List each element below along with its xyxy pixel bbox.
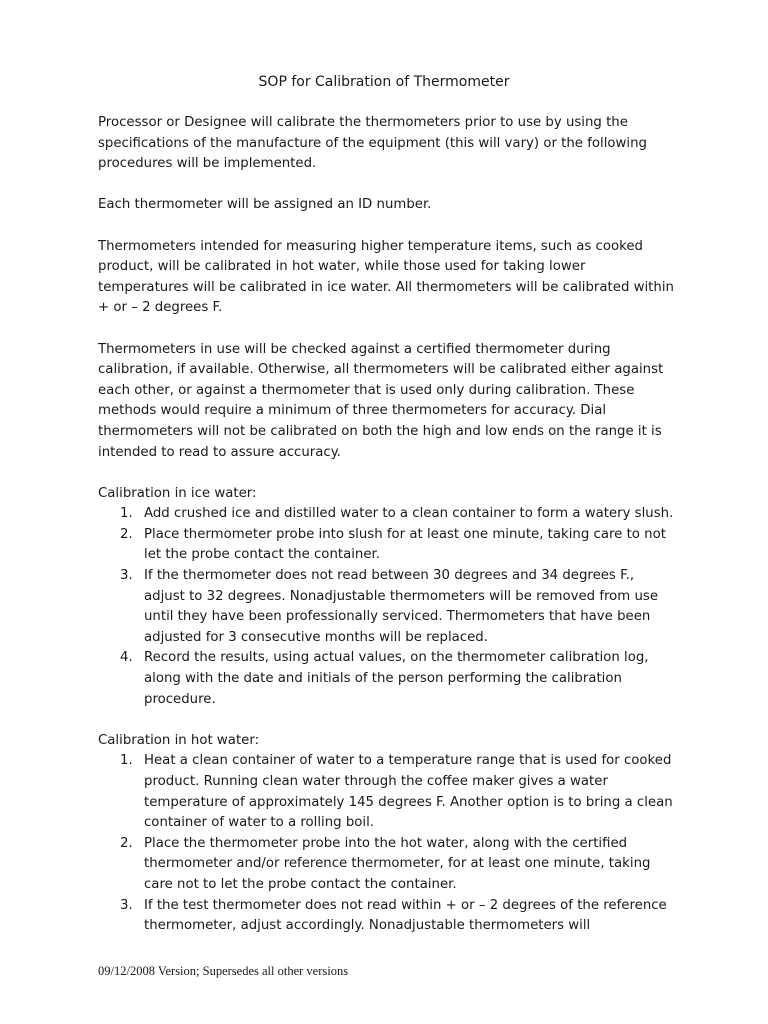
list-item [120, 751, 678, 833]
step-text: Heat a clean container of water to a temperature range that is used for cooked product. Running clean water through the coffee maker gives a water temperature of approximately 145 degrees F. Another option is to bring a clean container of water to a rolling boil. [144, 753, 673, 831]
list-item [120, 834, 678, 896]
document-body [98, 113, 678, 957]
step-text: If the thermometer does not read between 30 degrees and 34 degrees F., adjust to 32 degrees. Nonadjustable thermometers will be removed from use until they have been professionally serviced. Thermometers that have been adjusted for 3 consecutive months will be replaced. [144, 568, 659, 645]
step-number: 2. [120, 526, 133, 542]
step-text: Place thermometer probe into slush for at least one minute, taking care to not let the probe contact the container. [144, 526, 666, 563]
ice-water-heading: Calibration in ice water: [98, 485, 257, 501]
hot-water-steps [98, 751, 678, 936]
step-number: 1. [120, 753, 133, 769]
step-text: Place the thermometer probe into the hot water, along with the certified thermometer and/or reference thermometer, for at least one minute, taking care not to let the probe contact the container. [144, 835, 651, 892]
step-number: 3. [120, 568, 133, 584]
step-number: 4. [120, 650, 133, 666]
ice-water-steps [98, 504, 678, 710]
paragraph-id-number: Each thermometer will be assigned an ID number. [98, 197, 432, 213]
step-number: 1. [120, 506, 133, 522]
list-item [120, 566, 678, 648]
list-item [120, 504, 678, 525]
step-number: 2. [120, 835, 133, 851]
hot-water-heading: Calibration in hot water: [98, 732, 260, 748]
step-text: Record the results, using actual values, on the thermometer calibration log, along with the date and initials of the person performing the calibration procedure. [144, 650, 649, 707]
document-title: SOP for Calibration of Thermometer [258, 74, 510, 90]
step-number: 3. [120, 897, 133, 913]
step-text: Add crushed ice and distilled water to a clean container to form a watery slush. [144, 506, 674, 522]
version-footer: 09/12/2008 Version; Supersedes all other versions [98, 964, 349, 978]
step-text: If the test thermometer does not read within + or – 2 degrees of the reference thermometer, adjust accordingly. Nonadjustable thermometers will [144, 897, 667, 934]
list-item [120, 525, 678, 566]
paragraph-intro: Processor or Designee will calibrate the thermometers prior to use by using the specifications of the manufacture of the equipment (this will vary) or the following procedures will be implemented. [98, 115, 647, 172]
paragraph-temperature-ranges: Thermometers intended for measuring higher temperature items, such as cooked product, will be calibrated in hot water, while those used for taking lower temperatures will be calibrated in ice water. All thermometers will be calibrated within + or – 2 degrees F. [98, 238, 674, 316]
paragraph-certified-check: Thermometers in use will be checked against a certified thermometer during calibration, if available. Otherwise, all thermometers will be calibrated either against each other, or against a thermometer that is used only during calibration. These methods would require a minimum of three thermometers for accuracy. Dial thermometers will not be calibrated on both the high and low ends on the range it is intended to read to assure accuracy. [98, 341, 664, 460]
list-item [120, 648, 678, 710]
list-item [120, 896, 678, 937]
